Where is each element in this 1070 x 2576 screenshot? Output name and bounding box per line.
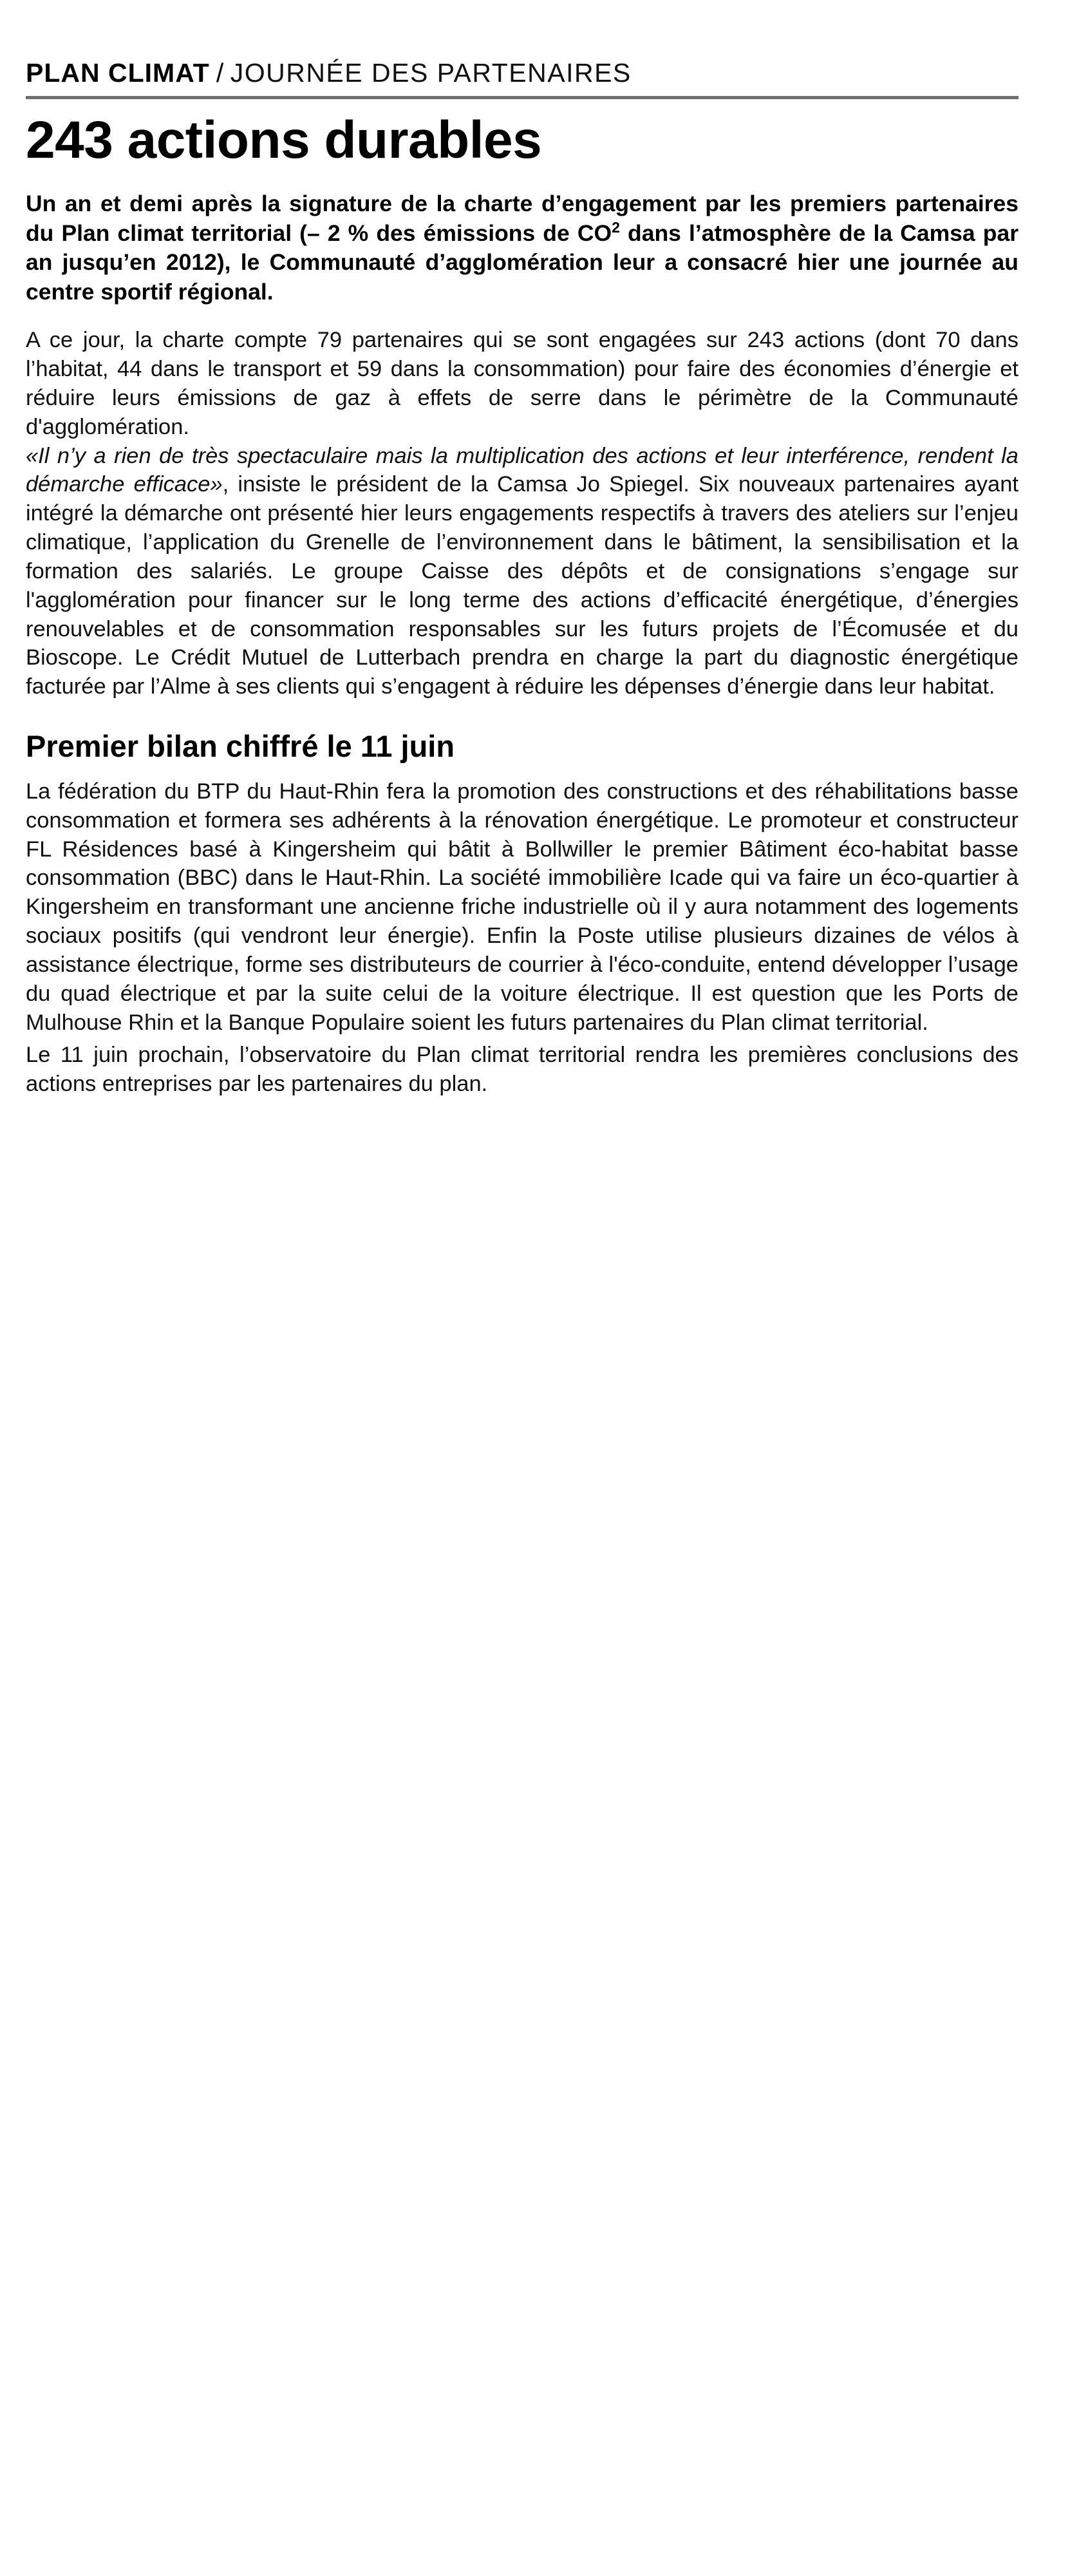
header-divider [26, 96, 1018, 99]
kicker-subsection: JOURNÉE DES PARTENAIRES [230, 58, 632, 88]
article-subheading: Premier bilan chiffré le 11 juin [26, 729, 455, 764]
page-title: 243 actions durables [26, 111, 542, 169]
article-paragraph: Le 11 juin prochain, l’observatoire du Plan climat territorial rendra les premières conclusions des actions entreprises par les partenaires du plan. [26, 1043, 1018, 1097]
article-lead: Un an et demi après la signature de la charte d’engagement par les premiers partenaires du Plan climat territorial (– 2 % des émissions de $CO^2$ dans l’atmosphère de la Camsa par an jusqu’en 2012), le Communauté d’agglomération leur a consacré hier une journée au centre sportif régional. [26, 190, 1019, 305]
article-quote-attribution: , insiste le président de la Camsa Jo Spiegel. Six nouveaux partenaires ayant intégré la démarche ont présenté hier leurs engagements respectifs à travers des ateliers sur l’enjeu climatique, l’application du Grenelle de l’environnement dans le bâtiment, la sensibilisation et la formation des salariés. Le groupe Caisse des dépôts et de consignations s’engage sur l'agglomération pour financer sur le long terme des actions d’efficacité énergétique, d’énergies renouvelables et de consommation responsables sur les futurs projets de l’Écomusée et du Bioscope. Le Crédit Mutuel de Lutterbach prendra en charge la part du diagnostic énergétique facturée par l’Alme à ses clients qui s’engagent à réduire les dépenses d’énergie dans leur habitat. [26, 472, 1018, 699]
kicker [26, 58, 1018, 88]
article-paragraph: A ce jour, la charte compte 79 partenaires qui se sont engagées sur 243 actions (dont 70 dans l’habitat, 44 dans le transport et 59 dans la consommation) pour faire des économies d’énergie et réduire leurs émissions de gaz à effets de serre dans le périmètre de la Communauté d'agglomération. [26, 328, 1018, 439]
article-quote: «Il n’y a rien de très spectaculaire mais la multiplication des actions et leur interférence, rendent la démarche efficace» [26, 443, 1018, 497]
kicker-separator: / [216, 58, 224, 88]
article-quote-paragraph [26, 442, 1018, 702]
kicker-section: PLAN CLIMAT [26, 58, 210, 88]
article-paragraph: La fédération du BTP du Haut-Rhin fera la promotion des constructions et des réhabilitations basse consommation et formera ses adhérents à la rénovation énergétique. Le promoteur et constructeur FL Résidences basé à Kingersheim qui bâtit à Bollwiller le premier Bâtiment éco-habitat basse consommation (BBC) dans le Haut-Rhin. La société immobilière Icade qui va faire un éco-quartier à Kingersheim en transformant une ancienne friche industrielle où il y aura notamment des logements sociaux positifs (qui vendront leur énergie). Enfin la Poste utilise plusieurs dizaines de vélos à assistance électrique, forme ses distributeurs de courrier à l'éco-conduite, entend développer l’usage du quad électrique et par la suite celui de la voiture électrique. Il est question que les Ports de Mulhouse Rhin et la Banque Populaire soient les futurs partenaires du Plan climat territorial. [26, 779, 1018, 1035]
